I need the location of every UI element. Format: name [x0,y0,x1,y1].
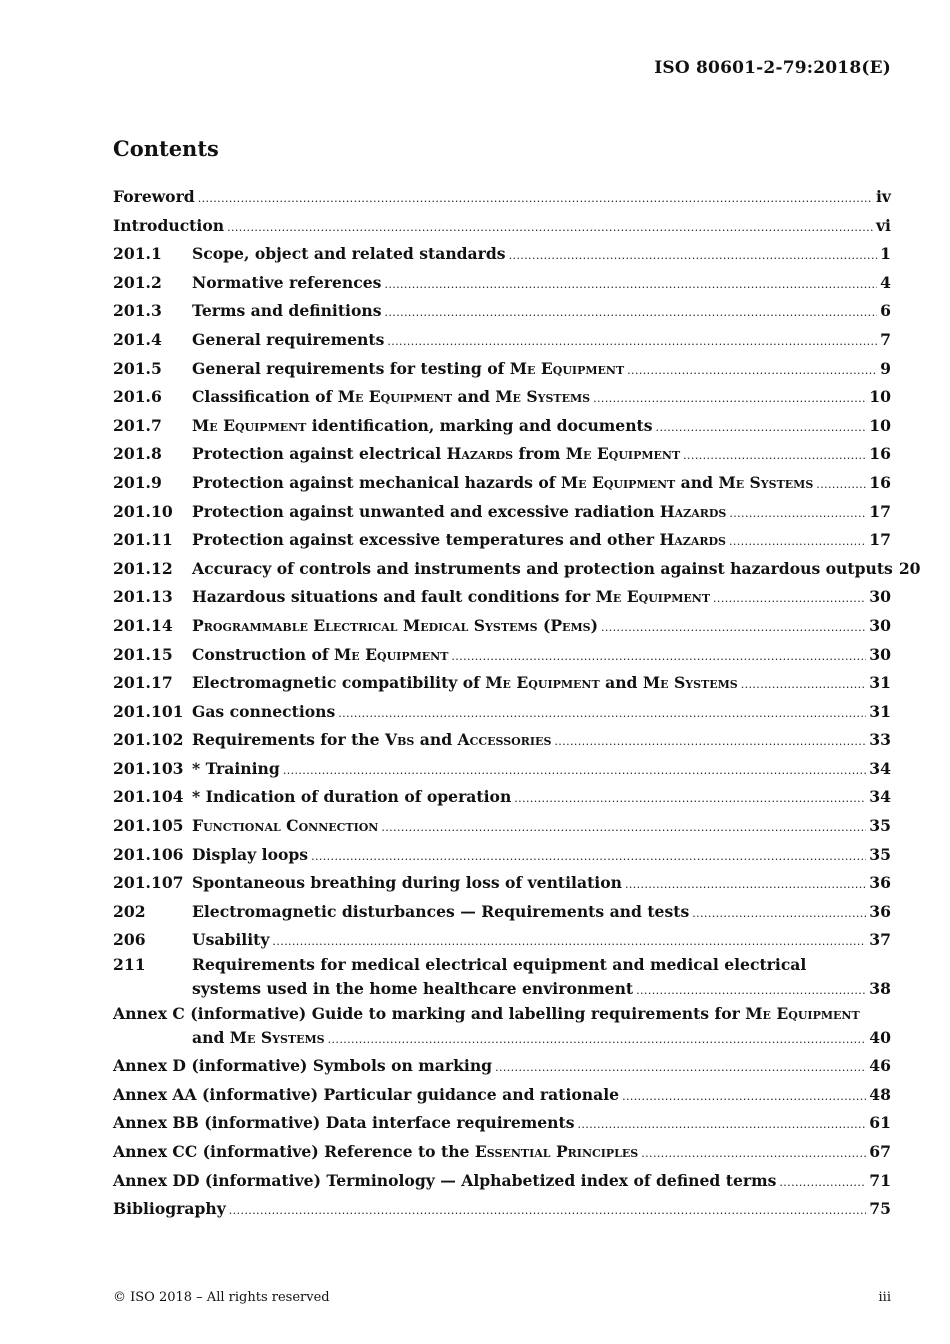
toc-dot-leader [283,757,866,786]
toc-entry-number: 201.101 [113,701,184,721]
toc-entry-page: vi [876,215,891,235]
toc-dot-leader [227,214,873,243]
toc-entry[interactable] [113,555,921,584]
toc-entry-page: 38 [869,979,891,999]
toc-entry-title: Electromagnetic disturbances — Requirements and tests [192,901,690,921]
toc-entry[interactable] [113,755,891,784]
toc-dot-leader [387,328,877,357]
toc-dot-leader [514,785,866,814]
toc-entry-number: 201.107 [113,873,184,893]
toc-entry-page: 35 [869,816,891,836]
toc-entry-page: 48 [869,1084,891,1104]
page-title: Contents [113,136,219,161]
toc-entry-title: Functional Connection [192,816,379,836]
toc-entry-title: Display loops [192,844,309,864]
toc-entry-number: 201.14 [113,615,173,635]
toc-dot-leader [384,271,877,300]
toc-entry-page: 20 [898,558,921,578]
toc-entry[interactable] [113,412,891,441]
toc-entry[interactable] [113,498,891,527]
toc-entry-title: Protection against excessive temperatures and other Hazards [192,530,726,550]
toc-entry[interactable] [113,1195,891,1224]
toc-entry-title: Hazardous situations and fault conditions for Me Equipment [192,587,711,607]
toc-entry-page: 30 [869,587,891,607]
toc-entry-title: Terms and definitions [192,301,382,321]
toc-entry-page: 75 [869,1199,891,1219]
toc-entry-title: Protection against mechanical hazards of Me Equipment and Me Systems [192,472,814,492]
toc-dot-leader [622,1083,866,1112]
toc-entry-page: 71 [869,1170,891,1190]
toc-entry-title: Electromagnetic compatibility of Me Equipment and Me Systems [192,673,738,693]
toc-entry-title: Classification of Me Equipment and Me Systems [192,387,591,407]
footer-page-number: iii [878,1290,891,1305]
toc-entry-number: 201.3 [113,301,162,321]
toc-dot-leader [385,299,878,328]
toc-entry-title: Annex DD (informative) Terminology — Alphabetized index of defined terms [113,1170,777,1190]
toc-dot-leader [741,671,867,700]
footer-copyright: © ISO 2018 – All rights reserved [113,1290,330,1305]
toc-entry-title: Annex D (informative) Symbols on marking [113,1056,493,1076]
toc-dot-leader [229,1197,867,1226]
toc-entry-number: 201.15 [113,644,173,664]
document-id: ISO 80601-2-79:2018(E) [654,58,891,78]
toc-entry-page: 36 [869,901,891,921]
toc-entry-number: 201.6 [113,387,162,407]
toc-entry[interactable] [113,726,891,755]
toc-entry-page: 9 [880,358,891,378]
toc-entry[interactable] [113,641,891,670]
toc-entry-title: Usability [192,930,270,950]
toc-entry-page: 37 [869,930,891,950]
toc-entry-page: 31 [869,701,891,721]
toc-entry-title: Construction of Me Equipment [192,644,449,664]
toc-entry-page: 40 [869,1027,891,1047]
toc-entry[interactable] [113,1167,891,1196]
toc-dot-leader [636,977,866,1006]
toc-entry-title-continued: and Me Systems [192,1027,325,1047]
toc-entry-title: Me Equipment identification, marking and documents [192,415,653,435]
toc-entry[interactable] [113,440,891,469]
toc-entry-title: * Training [192,758,280,778]
toc-entry-page: 16 [869,472,891,492]
toc-entry-page: 30 [869,644,891,664]
toc-dot-leader [729,500,866,529]
toc-entry[interactable] [113,383,891,412]
toc-entry-number: 206 [113,930,146,950]
toc-entry-number: 201.2 [113,272,162,292]
toc-dot-leader [381,814,866,843]
toc-dot-leader [683,442,866,471]
toc-entry-number: 202 [113,901,146,921]
toc-entry-page: 33 [869,730,891,750]
toc-entry-title-continued: systems used in the home healthcare environment [192,979,634,999]
toc-entry-number: 201.7 [113,415,162,435]
toc-entry[interactable] [113,212,891,241]
toc-entry[interactable] [113,812,891,841]
toc-entry-page: iv [876,187,891,206]
toc-entry-title: Protection against electrical Hazards from Me Equipment [192,444,681,464]
toc-entry-title: Annex BB (informative) Data interface requirements [113,1113,575,1133]
toc-entry-number: 201.105 [113,816,184,836]
toc-entry[interactable] [113,869,891,898]
toc-entry-number: 201.10 [113,501,173,521]
toc-entry-page: 17 [869,501,891,521]
toc-entry[interactable] [113,355,891,384]
toc-entry-number: 201.1 [113,244,162,264]
toc-dot-leader [311,843,866,872]
toc-entry-page: 34 [869,787,891,807]
toc-entry[interactable] [113,1138,891,1167]
toc-entry-title: Requirements for the Vbs and Accessories [192,730,552,750]
toc-entry-title: Foreword [113,187,195,206]
toc-entry-page: 31 [869,673,891,693]
toc-entry[interactable] [113,1109,891,1138]
toc-entry-number: 201.13 [113,587,173,607]
toc-dot-leader [593,385,866,414]
toc-entry[interactable] [113,469,891,498]
toc-entry[interactable] [113,698,891,727]
toc-entry[interactable] [113,783,891,812]
toc-dot-leader [554,728,866,757]
toc-entry-page: 6 [880,301,891,321]
toc-entry-number: 201.12 [113,558,173,578]
toc-entry-number: 201.102 [113,730,184,750]
toc-dot-leader [656,414,867,443]
toc-dot-leader [729,528,866,557]
toc-entry-page: 10 [869,415,891,435]
toc-entry[interactable] [113,240,891,269]
toc-entry-page: 67 [869,1142,891,1161]
toc-entry-title: * Indication of duration of operation [192,787,512,807]
toc-dot-leader [451,643,866,672]
toc-entry-title: Programmable Electrical Medical Systems (Pems) [192,615,598,635]
toc-entry[interactable] [113,841,891,870]
toc-entry[interactable] [113,669,891,698]
toc-entry-title: Spontaneous breathing during loss of ventilation [192,873,622,893]
toc-dot-leader [338,700,866,729]
toc-entry-title: Accuracy of controls and instruments and protection against hazardous outputs [192,558,893,578]
toc-entry[interactable] [113,583,891,612]
toc-entry[interactable] [113,898,891,927]
toc-entry-title: Introduction [113,215,225,235]
toc-entry-title: Normative references [192,272,382,292]
toc-entry-title: Gas connections [192,701,336,721]
toc-entry-page: 34 [869,758,891,778]
toc-dot-leader [692,900,866,929]
toc-entry-title: Annex CC (informative) Reference to the Essential Principles [113,1142,639,1161]
toc-entry[interactable] [113,955,891,1004]
toc-entry-title: Protection against unwanted and excessive radiation Hazards [192,501,727,521]
toc-entry-title: Annex AA (informative) Particular guidance and rationale [113,1084,620,1104]
toc-dot-leader [328,1026,867,1055]
toc-entry-page: 36 [869,873,891,893]
toc-dot-leader [198,185,873,214]
toc-entry-page: 30 [869,615,891,635]
toc-entry[interactable] [113,269,891,298]
toc-entry-page: 10 [869,387,891,407]
toc-entry-page: 35 [869,844,891,864]
toc-entry-page: 61 [869,1113,891,1133]
toc-entry-number: 211 [113,955,146,975]
toc-entry-title: Bibliography [113,1199,226,1219]
toc-dot-leader [601,614,866,643]
toc-entry-page: 4 [880,272,891,292]
toc-entry-page: 46 [869,1056,891,1076]
toc-entry[interactable] [113,526,891,555]
toc-entry-number: 201.8 [113,444,162,464]
toc-dot-leader [509,242,878,271]
toc-entry[interactable] [113,1081,891,1110]
toc-entry-number: 201.9 [113,472,162,492]
toc-dot-leader [625,871,866,900]
toc-entry-title: Annex C (informative) Guide to marking and labelling requirements for Me Equipment [113,1003,860,1023]
toc-entry[interactable] [113,297,891,326]
toc-entry[interactable] [113,326,891,355]
toc-dot-leader [641,1140,866,1169]
table-of-contents [113,183,921,1224]
toc-dot-leader [627,357,877,386]
toc-entry[interactable] [113,1052,891,1081]
toc-entry[interactable] [113,612,891,641]
toc-entry-number: 201.17 [113,673,173,693]
toc-entry-title: Requirements for medical electrical equipment and medical electrical [192,955,807,975]
toc-entry-page: 16 [869,444,891,464]
toc-entry-number: 201.103 [113,758,184,778]
toc-dot-leader [578,1111,867,1140]
toc-dot-leader [779,1169,866,1198]
toc-dot-leader [713,585,866,614]
toc-dot-leader [272,928,866,957]
toc-entry[interactable] [113,1004,891,1053]
toc-dot-leader [816,471,866,500]
toc-entry-number: 201.106 [113,844,184,864]
toc-entry-number: 201.11 [113,530,173,550]
toc-entry-title: General requirements [192,329,385,349]
toc-entry-number: 201.104 [113,787,184,807]
toc-entry-title: General requirements for testing of Me Equipment [192,358,625,378]
toc-entry-page: 7 [880,329,891,349]
toc-entry[interactable] [113,926,891,955]
toc-entry-number: 201.4 [113,329,162,349]
toc-dot-leader [495,1054,866,1083]
toc-entry-page: 17 [869,530,891,550]
toc-entry-title: Scope, object and related standards [192,244,506,264]
toc-entry-page: 1 [880,244,891,264]
toc-entry[interactable] [113,183,891,212]
toc-entry-number: 201.5 [113,358,162,378]
